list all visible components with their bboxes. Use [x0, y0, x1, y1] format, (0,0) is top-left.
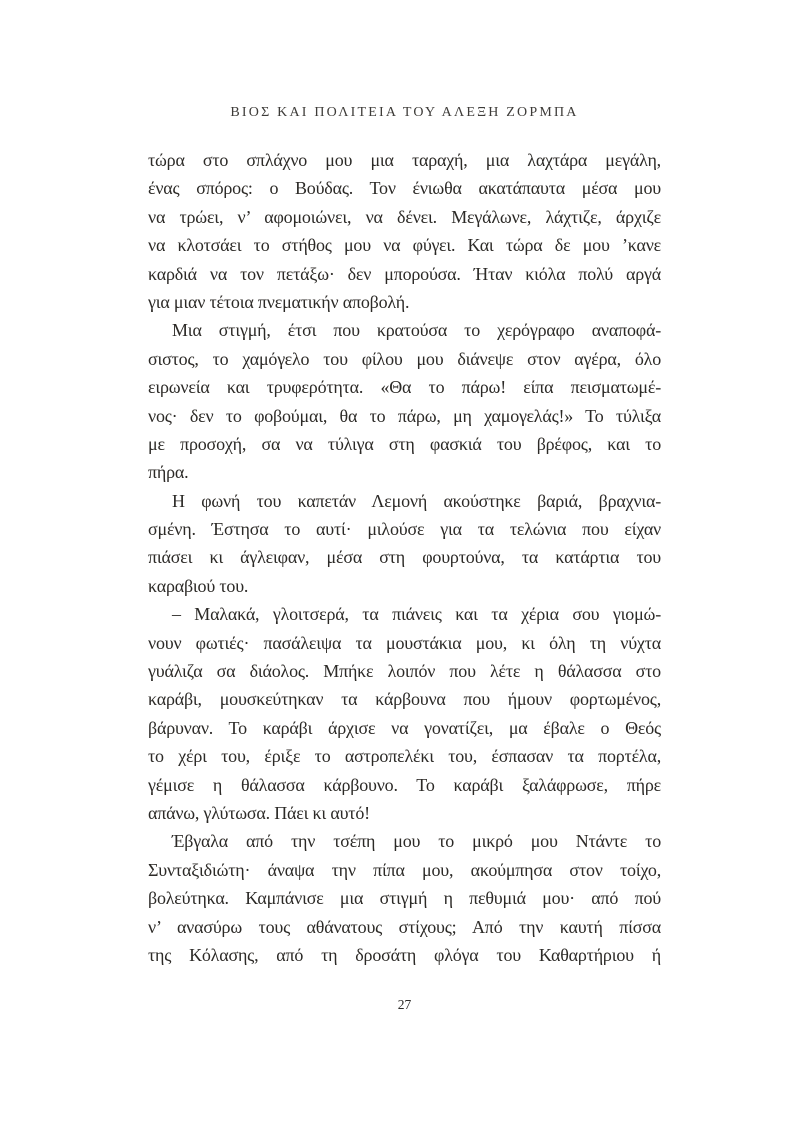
text-line: βάρυναν. Το καράβι άρχισε να γονατίζει, μα έβαλε ο Θεός — [148, 717, 661, 738]
text-line: ειρωνεία και τρυφερότητα. «Θα το πάρω! είπα πεισματωμέ- — [148, 377, 661, 398]
body-text — [148, 146, 661, 969]
text-line: απάνω, γλύτωσα. Πάει κι αυτό! — [148, 802, 370, 823]
text-line: το χέρι του, έριξε το αστροπελέκι του, έσπασαν τα πορτέλα, — [148, 746, 661, 767]
text-line: γυάλιζα σα διάολος. Μπήκε λοιπόν που λέτε η θάλασσα στο — [148, 661, 661, 682]
text-line: σιστος, το χαμόγελο του φίλου μου διάνεψε στον αγέρα, όλο — [148, 348, 661, 369]
text-line: καραβιού του. — [148, 575, 249, 596]
text-line: Συνταξιδιώτη· άναψα την πίπα μου, ακούμπησα στον τοίχο, — [148, 859, 661, 880]
text-line: να τρώει, ν’ αφομοιώνει, να δένει. Μεγάλωνε, λάχτιζε, άρχιζε — [148, 206, 661, 227]
text-line: τώρα στο σπλάχνο μου μια ταραχή, μια λαχτάρα μεγάλη, — [148, 150, 661, 170]
text-line: πιάσει κι άγλειφαν, μέσα στη φουρτούνα, τα κατάρτια του — [148, 547, 661, 568]
text-line: γέμισε η θάλασσα κάρβουνο. Το καράβι ξαλάφρωσε, πήρε — [148, 774, 661, 795]
text-line: με προσοχή, σα να τύλιγα στη φασκιά του βρέφος, και το — [148, 433, 661, 454]
page-number: 27 — [397, 997, 412, 1012]
text-line: να κλοτσάει το στήθος μου να φύγει. Και τώρα δε μου ’κανε — [148, 235, 661, 256]
text-line: νος· δεν το φοβούμαι, θα το πάρω, μη χαμογελάς!» Το τύλιξα — [148, 405, 661, 426]
text-line: – Μαλακά, γλοιτσερά, τα πιάνεις και τα χέρια σου γιομώ- — [172, 604, 661, 625]
text-line: Μια στιγμή, έτσι που κρατούσα το χερόγραφο αναποφά- — [172, 320, 661, 341]
text-line: πήρα. — [148, 462, 189, 483]
text-line: της Κόλασης, από τη δροσάτη φλόγα του Καθαρτήριου ή — [148, 944, 661, 965]
text-line: βολεύτηκα. Καμπάνισε μια στιγμή η πεθυμιά μου· από πού — [148, 888, 661, 909]
text-line: νουν φωτιές· πασάλειψα τα μουστάκια μου, κι όλη τη νύχτα — [148, 632, 661, 653]
text-line: ν’ ανασύρω τους αθάνατους στίχους; Από την καυτή πίσσα — [148, 916, 661, 937]
text-line: ένας σπόρος: ο Βούδας. Τον ένιωθα ακατάπαυτα μέσα μου — [148, 178, 661, 199]
text-line: καρδιά να τον πετάξω· δεν μπορούσα. Ήταν κιόλα πολύ αργά — [148, 263, 661, 284]
text-line: για μιαν τέτοια πνεματικήν αποβολή. — [148, 291, 410, 312]
text-line: Έβγαλα από την τσέπη μου το μικρό μου Ντάντε το — [172, 831, 661, 852]
text-line: Η φωνή του καπετάν Λεμονή ακούστηκε βαριά, βραχνια- — [172, 490, 661, 511]
running-head: ΒΙΟΣ ΚΑΙ ΠΟΛΙΤΕΙΑ ΤΟΥ ΑΛΕΞΗ ΖΟΡΜΠΑ — [230, 105, 579, 120]
text-line: καράβι, μουσκεύτηκαν τα κάρβουνα που ήμουν φορτωμένος, — [148, 689, 661, 710]
text-line: σμένη. Έστησα το αυτί· μιλούσε για τα τελώνια που είχαν — [148, 519, 661, 540]
